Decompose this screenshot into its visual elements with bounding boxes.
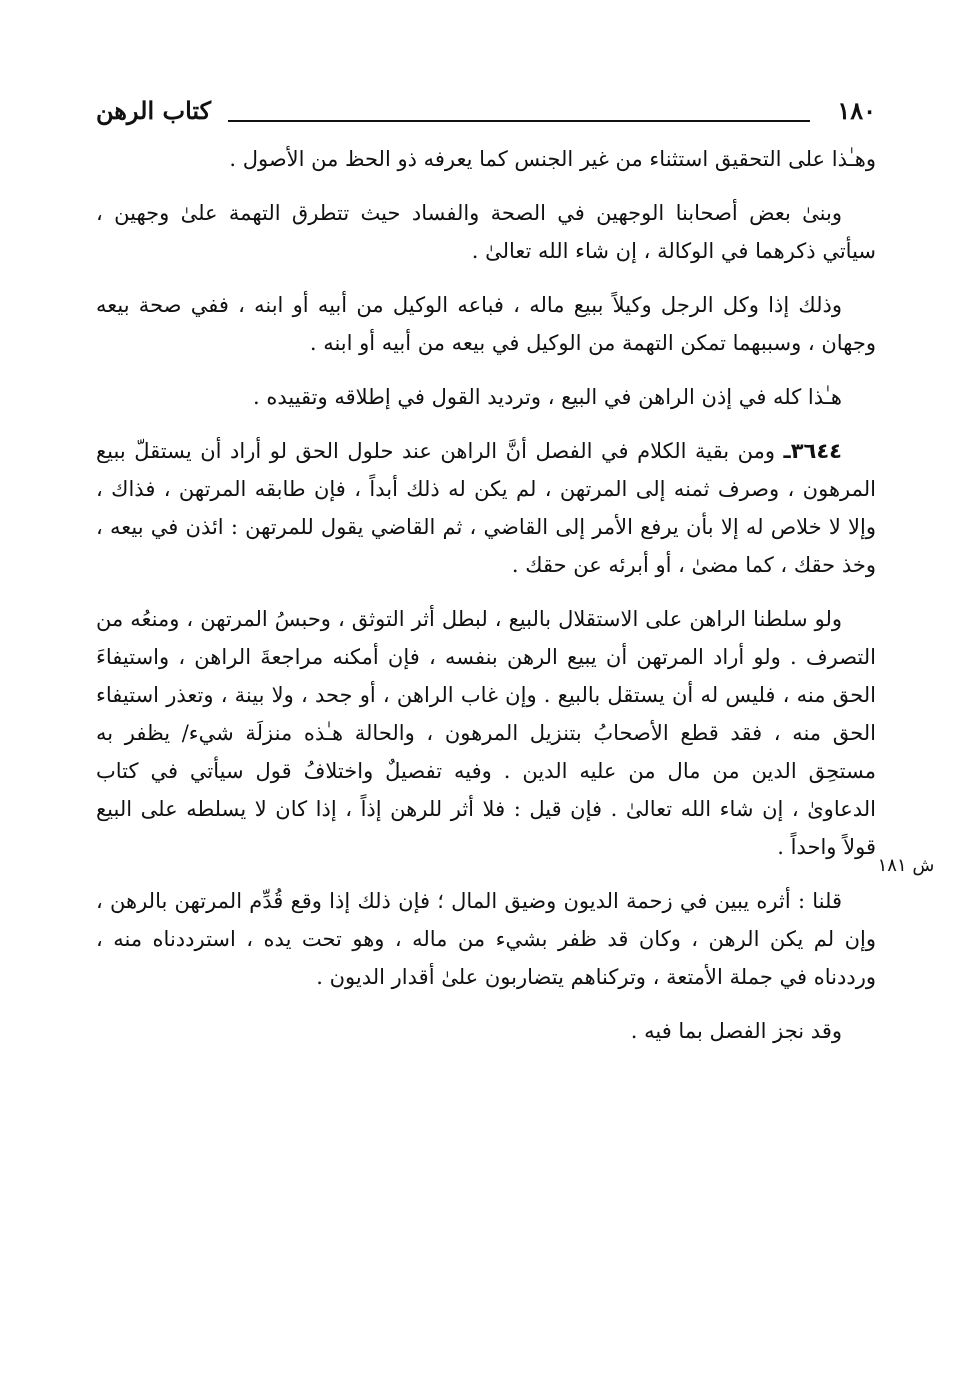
page-number: ١٨٠ [837,96,876,125]
paragraph: هـٰذا كله في إذن الراهن في البيع ، وترديد القول في إطلاقه وتقييده . [253,385,842,409]
margin-page-reference: ش ١٨١ [877,855,935,876]
paragraph: ولو سلطنا الراهن على الاستقلال بالبيع ، لبطل أثر التوثق ، وحبسُ المرتهن ، ومنعُه من التصرف . ولو أراد المرتهن أن يبيع الرهن بنفسه ، فإن أمكنه مراجعةَ الراهن ، واستيفاءَ الحق منه ، فليس له أن يستقل بالبيع . وإن غاب الراهن ، أو جحد ، ولا بينة ، وتعذر استيفاء الحق منه ، فقد قطع الأصحابُ بتنزيل المرهون ، والحالة هـٰذه منزلَة شيء/ يظفر به مستحِق الدين من مال من عليه الدين . وفيه تفصيلٌ واختلافُ قول سيأتي في كتاب الدعاوىٰ ، إن شاء الله تعالىٰ . فإن قيل : فلا أثر للرهن إذاً ، إذا كان لا يسلطه على البيع قولاً واحداً . [96,607,876,859]
issue-number: ٣٦٤٤ـ [783,439,842,463]
paragraph-text: ومن بقية الكلام في الفصل أنَّ الراهن عند حلول الحق لو أراد أن يستقلّ ببيع المرهون ، وصرف ثمنه إلى المرتهن ، لم يكن له ذلك أبداً ، فإن طابقه المرتهن ، فذاك ، وإلا لا خلاص له إلا بأن يرفع الأمر إلى القاضي ، ثم القاضي يقول للمرتهن : ائذن في بيعه ، وخذ حقك ، كما مضىٰ ، أو أبرئه عن حقك . [96,439,876,577]
paragraph: قلنا : أثره يبين في زحمة الديون وضيق المال ؛ فإن ذلك إذا وقع قُدِّم المرتهن بالرهن ، وإن لم يكن الرهن ، وكان قد ظفر بشيء من ماله ، وهو تحت يده ، استرددناه منه ، ورددناه في جملة الأمتعة ، وتركناهم يتضاربون علىٰ أقدار الديون . [96,889,876,989]
book-title: كتاب الرهن [96,96,212,125]
body-text [96,140,876,1066]
paragraph: وذلك إذا وكل الرجل وكيلاً ببيع ماله ، فباعه الوكيل من أبيه أو ابنه ، ففي صحة بيعه وجهان ، وسببهما تمكن التهمة من الوكيل في بيعه من أبيه أو ابنه . [96,293,876,355]
page-header [96,92,876,132]
paragraph: وهـٰذا على التحقيق استثناء من غير الجنس كما يعرفه ذو الحظ من الأصول . [229,147,876,171]
header-rule [228,120,810,122]
numbered-paragraph [96,432,876,584]
paragraph: وقد نجز الفصل بما فيه . [630,1019,842,1043]
paragraph: وبنىٰ بعض أصحابنا الوجهين في الصحة والفساد حيث تتطرق التهمة علىٰ وجهين ، سيأتي ذكرهما في الوكالة ، إن شاء الله تعالىٰ . [96,201,876,263]
